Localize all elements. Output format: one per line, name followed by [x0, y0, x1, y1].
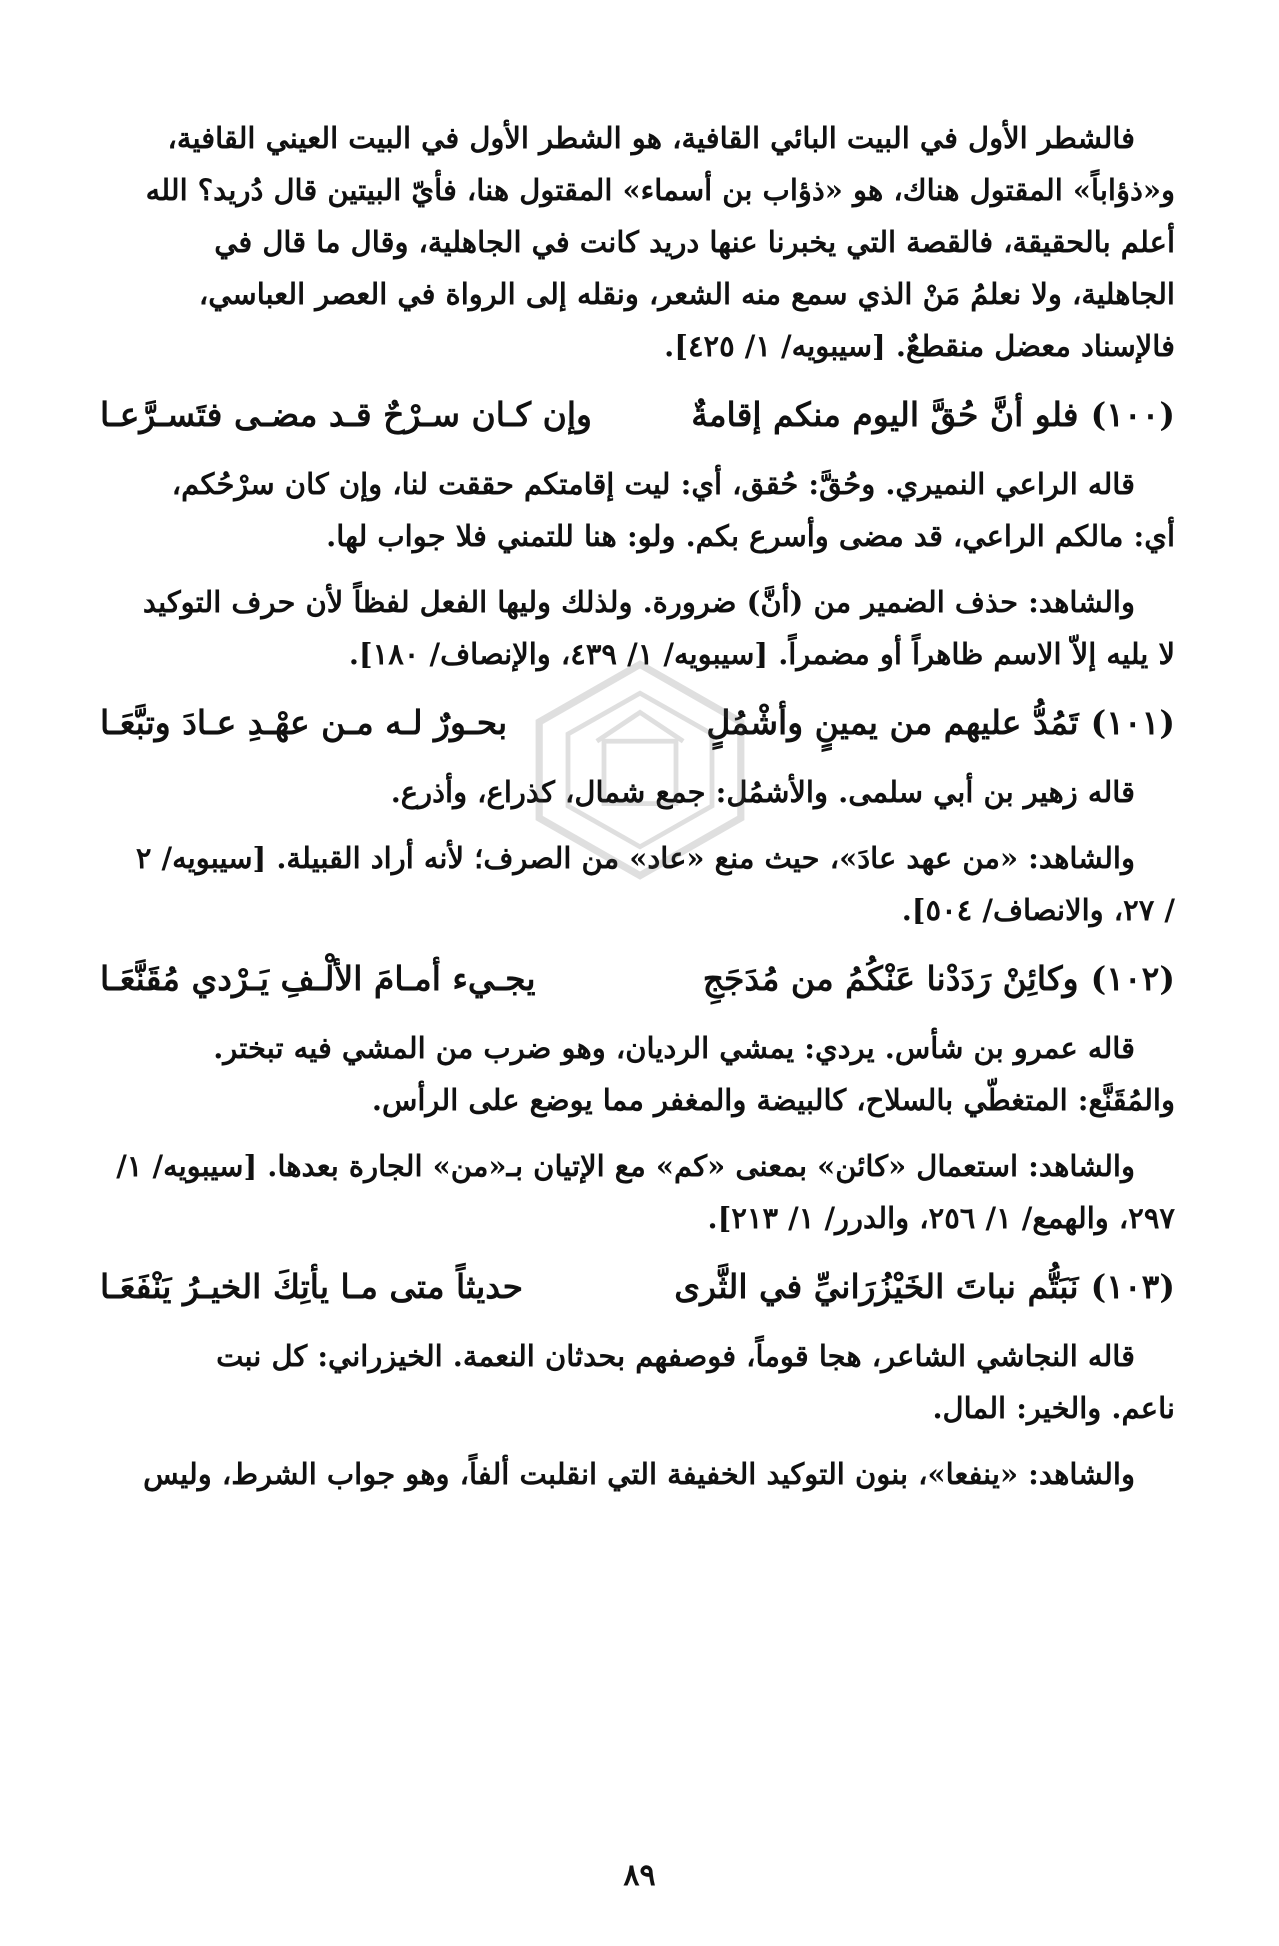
- second-hemistich: بحـورٌ لـه مـن عهْـدِ عـادَ وتبَّعَـا: [100, 703, 508, 742]
- verse-line: [100, 1258, 1175, 1316]
- verse-entry-100: [100, 386, 1175, 680]
- text-line: والشاهد: استعمال «كائن» بمعنى «كم» مع الإتيان بـ«من» الجارة بعدها. [سيبويه/ ١/: [116, 1149, 1135, 1183]
- page-number: ٨٩: [623, 1858, 656, 1893]
- text-line: فالإسناد معضل منقطعٌ. [سيبويه/ ١/ ٤٢٥].: [664, 329, 1175, 363]
- intro-paragraph: [100, 112, 1175, 372]
- text-line: ناعم. والخير: المال.: [932, 1391, 1175, 1425]
- text-line: ٢٩٧، والهمع/ ١/ ٢٥٦، والدرر/ ١/ ٢١٣].: [707, 1201, 1175, 1235]
- text-line: أعلم بالحقيقة، فالقصة التي يخبرنا عنها دريد كانت في الجاهلية، وقال ما قال في: [214, 225, 1175, 259]
- first-hemistich: وكائِنْ رَدَدْنا عَنْكُمُ من مُدَجَجِ: [702, 959, 1079, 998]
- evidence-note: [100, 1448, 1175, 1500]
- text-line: و«ذؤاباً» المقتول هناك، هو «ذؤاب بن أسماء» المقتول هنا، فأيّ البيتين قال دُريد؟ الله: [145, 173, 1175, 207]
- verse-entry-102: [100, 950, 1175, 1244]
- verse-entry-103: [100, 1258, 1175, 1500]
- text-line: والشاهد: «من عهد عادَ»، حيث منع «عاد» من الصرف؛ لأنه أراد القبيلة. [سيبويه/ ٢: [135, 841, 1135, 875]
- text-line: والشاهد: «ينفعا»، بنون التوكيد الخفيفة التي انقلبت ألفاً، وهو جواب الشرط، وليس: [143, 1457, 1135, 1491]
- evidence-note: [100, 1140, 1175, 1244]
- library-seal-icon: [520, 650, 760, 890]
- second-hemistich: يجـيء أمـامَ الألْـفِ يَـرْدي مُقَنَّعَـا: [100, 959, 536, 998]
- text-line: / ٢٧، والانصاف/ ٥٠٤].: [901, 893, 1175, 927]
- verse-number: (١٠٢): [1090, 959, 1175, 998]
- second-hemistich: حديثاً متى مـا يأتِكَ الخيـرُ يَنْفَعَـا: [100, 1267, 523, 1306]
- verse-number: (١٠٣): [1090, 1267, 1175, 1306]
- verse-number: (١٠١): [1090, 703, 1175, 742]
- first-hemistich: نَبَتُّم نباتَ الخَيْزُرَانيِّ في الثَّرى: [674, 1267, 1079, 1306]
- text-line: قاله عمرو بن شأس. يردي: يمشي الرديان، وهو ضرب من المشي فيه تبختر.: [213, 1031, 1135, 1065]
- text-line: لا يليه إلاّ الاسم ظاهراً أو مضمراً. [سيبويه/ ١/ ٤٣٩، والإنصاف/ ١٨٠].: [348, 637, 1175, 671]
- second-hemistich: وإن كـان سـرْحٌ قـد مضـى فتَسـرَّعـا: [100, 395, 592, 434]
- text-line: أي: مالكم الراعي، قد مضى وأسرع بكم. ولو: هنا للتمني فلا جواب لها.: [326, 519, 1175, 553]
- text-line: والمُقَنَّع: المتغطّي بالسلاح، كالبيضة والمغفر مما يوضع على الرأس.: [371, 1083, 1175, 1117]
- text-line: قاله الراعي النميري. وحُقَّ: حُقق، أي: ليت إقامتكم حققت لنا، وإن كان سرْحُكم،: [171, 467, 1135, 501]
- first-hemistich: فلو أنَّ حُقَّ اليوم منكم إقامةٌ: [691, 395, 1079, 434]
- text-line: والشاهد: حذف الضمير من (أنَّ) ضرورة. ولذلك وليها الفعل لفظاً لأن حرف التوكيد: [142, 585, 1135, 619]
- text-line: فالشطر الأول في البيت البائي القافية، هو الشطر الأول في البيت العيني القافية،: [167, 121, 1135, 155]
- commentary: [100, 1330, 1175, 1434]
- first-hemistich: تَمُدُّ عليهم من يمينٍ وأشْمُلٍ: [706, 703, 1079, 742]
- verse-line: [100, 950, 1175, 1008]
- text-line: قاله زهير بن أبي سلمى. والأشمُل: جمع شمال، كذراع، وأذرع.: [390, 775, 1135, 809]
- verse-number: (١٠٠): [1090, 395, 1175, 434]
- commentary: [100, 1022, 1175, 1126]
- commentary: [100, 458, 1175, 562]
- text-line: الجاهلية، ولا نعلمُ مَنْ الذي سمع منه الشعر، ونقله إلى الرواة في العصر العباسي،: [198, 277, 1175, 311]
- verse-line: [100, 386, 1175, 444]
- text-line: قاله النجاشي الشاعر، هجا قوماً، فوصفهم بحدثان النعمة. الخيزراني: كل نبت: [216, 1339, 1135, 1373]
